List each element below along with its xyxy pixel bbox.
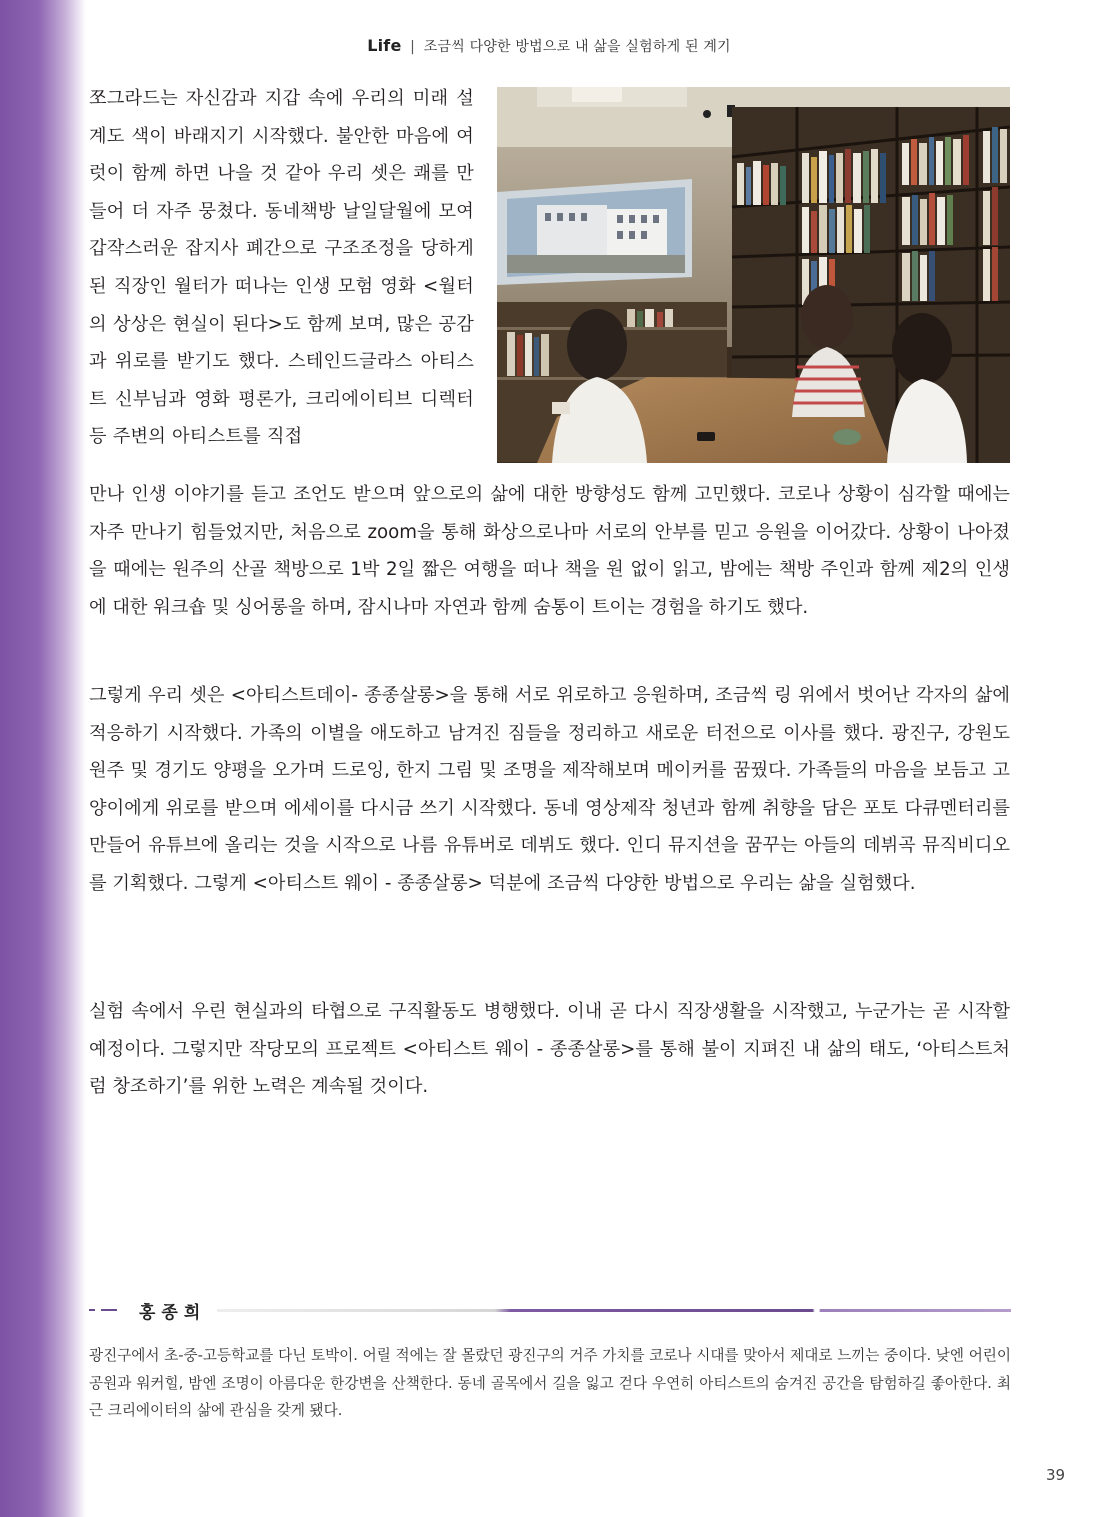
paragraph-experiment: 그렇게 우리 셋은 <아티스트데이- 종종살롱>을 통해 서로 위로하고 응원하며, 조금씩 링 위에서 벗어난 각자의 삶에 적응하기 시작했다. 가족의 이별을 애도하고 남겨진 짐들을 정리하고 새로운 터전으로 이사를 했다. 광진구, 강원도 원주 및 경기도 양평을 오가며 드로잉, 한지 그림 및 조명을 제작해보며 메이커를 꿈꿨다. 가족들의 마음을 보듬고 고양이에게 위로를 받으며 에세이를 다시금 쓰기 시작했다. 동네 영상제작 청년과 함께 취향을 담은 포토 다큐멘터리를 만들어 유튜브에 올리는 것을 시작으로 나름 유튜버로 데뷔도 했다. 인디 뮤지션을 꿈꾸는 아들의 데뷔곡 뮤직비디오를 기획했다. 그렇게 <아티스트 웨이 - 종종살롱> 덕분에 조금씩 다양한 방법으로 우리는 삶을 실험했다. <box>89 685 1010 894</box>
paragraph-conclusion: 실험 속에서 우린 현실과의 타협으로 구직활동도 병행했다. 이내 곧 다시 직장생활을 시작했고, 누군가는 곧 시작할 예정이다. 그렇지만 작당모의 프로젝트 <아티스트 웨이 - 종종살롱>를 통해 불이 지펴진 내 삶의 태도, ‘아티스트처럼 창조하기’를 위한 노력은 계속될 것이다. <box>89 1001 1010 1098</box>
author-dash-ornament <box>89 1309 123 1311</box>
author-divider <box>217 1309 1011 1312</box>
author-name: 홍종희 <box>139 1303 207 1323</box>
author-bio: 광진구에서 초-중-고등학교를 다닌 토박이. 어릴 적에는 잘 몰랐던 광진구의 거주 가치를 코로나 시대를 맞아서 제대로 느끼는 중이다. 낮엔 어린이공원과 워커힐, 밤엔 조명이 아름다운 한강변을 산책한다. 동네 골목에서 길을 잃고 걷다 우연히 아티스트의 숨겨진 공간을 탐험하길 좋아한다. 최근 크리에이터의 삶에 관심을 갖게 됐다. <box>89 1347 1011 1419</box>
section-label: Life <box>367 36 402 55</box>
running-header <box>0 36 1098 56</box>
bookstore-screening-photo <box>497 87 1010 463</box>
header-separator: | <box>410 39 416 55</box>
paragraph-intro-continued: 만나 인생 이야기를 듣고 조언도 받으며 앞으로의 삶에 대한 방향성도 함께 고민했다. 코로나 상황이 심각할 때에는 자주 만나기 힘들었지만, 처음으로 zoom을 통해 화상으로나마 서로의 안부를 믿고 응원을 이어갔다. 상황이 나아졌을 때에는 원주의 산골 책방으로 1박 2일 짧은 여행을 떠나 책을 원 없이 읽고, 밤에는 책방 주인과 함께 제2의 인생에 대한 워크숍 및 싱어롱을 하며, 잠시나마 자연과 함께 숨통이 트이는 경험을 하기도 했다. <box>89 484 1010 618</box>
side-accent-bar <box>0 0 86 1517</box>
paragraph-intro-narrow: 쪼그라드는 자신감과 지갑 속에 우리의 미래 설계도 색이 바래지기 시작했다. 불안한 마음에 여럿이 함께 하면 나을 것 같아 우리 셋은 쾌를 만들어 더 자주 뭉쳤다. 동네책방 날일달월에 모여 갑작스러운 잡지사 폐간으로 구조조정을 당하게 된 직장인 월터가 떠나는 인생 모험 영화 <월터의 상상은 현실이 된다>도 함께 보며, 많은 공감과 위로를 받기도 했다. 스테인드글라스 아티스트 신부님과 영화 평론가, 크리에이티브 디렉터 등 주변의 아티스트를 직접 <box>89 88 474 448</box>
header-title: 조금씩 다양한 방법으로 내 삶을 실험하게 된 계기 <box>423 39 731 55</box>
author-heading <box>89 1296 1011 1326</box>
page-number: 39 <box>1046 1466 1066 1484</box>
